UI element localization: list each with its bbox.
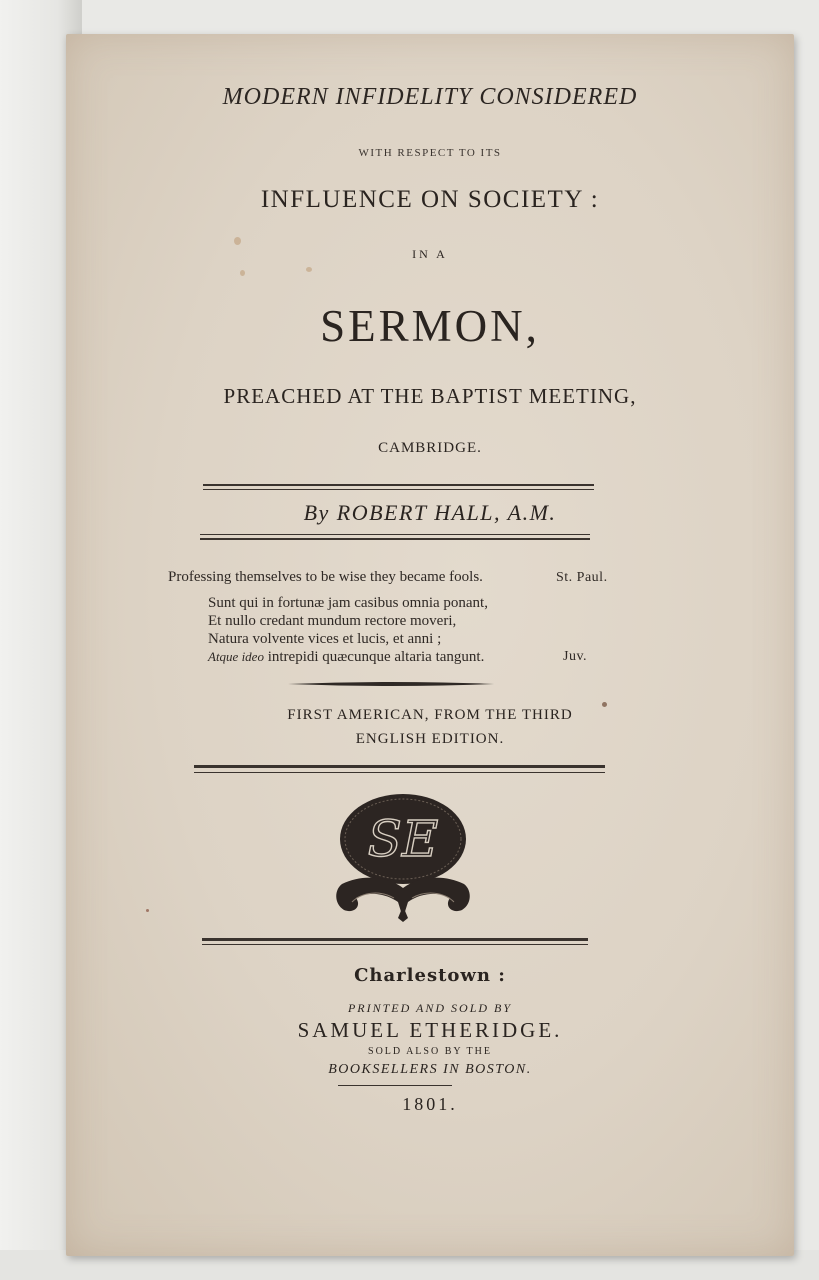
title-line-2: WITH RESPECT TO ITS xyxy=(358,147,502,159)
imprint-year: 1801. xyxy=(402,1094,458,1114)
foxing-spot xyxy=(306,267,312,272)
imprint-short-rule xyxy=(338,1085,452,1086)
thick-rule-d xyxy=(202,944,588,945)
imprint-booksellers: BOOKSELLERS IN BOSTON. xyxy=(328,1062,532,1077)
double-rule-top-a xyxy=(203,484,594,486)
foxing-spot xyxy=(240,270,245,276)
epigraph-english: Professing themselves to be wise they became fools. xyxy=(168,569,483,585)
monogram-ornament-icon xyxy=(332,792,474,928)
imprint-place: Charlestown : xyxy=(354,965,506,986)
ornamental-rule xyxy=(288,680,494,688)
foxing-spot xyxy=(234,237,241,245)
epigraph-latin-line-3: Natura volvente vices et lucis, et anni ; xyxy=(208,631,442,647)
thick-rule-b xyxy=(194,772,605,773)
imprint-printed-by: PRINTED AND SOLD BY xyxy=(347,1001,513,1015)
monogram-letters: SE xyxy=(367,810,439,868)
author-line: By ROBERT HALL, A.M. xyxy=(303,500,557,525)
title-line-6: PREACHED AT THE BAPTIST MEETING, xyxy=(223,384,637,408)
edition-line-2: ENGLISH EDITION. xyxy=(355,731,505,747)
title-line-4: IN A xyxy=(412,247,448,261)
thick-rule-a xyxy=(194,765,605,768)
title-page xyxy=(66,34,794,1256)
epigraph-latin-line-1: Sunt qui in fortunæ jam casibus omnia ponant, xyxy=(208,595,488,611)
imprint-printer: SAMUEL ETHERIDGE. xyxy=(297,1018,563,1042)
double-rule-bottom-a xyxy=(200,534,590,535)
thick-rule-c xyxy=(202,938,588,941)
epigraph-latin-italic: Atque ideo xyxy=(208,649,264,664)
foxing-spot xyxy=(146,909,149,912)
title-line-3: INFLUENCE ON SOCIETY : xyxy=(260,186,600,213)
edition-line-1: FIRST AMERICAN, FROM THE THIRD xyxy=(287,707,573,723)
epigraph-latin-line-2: Et nullo credant mundum rectore moveri, xyxy=(208,613,457,629)
epigraph-latin-rest: intrepidi quæcunque altaria tangunt. xyxy=(267,649,485,665)
imprint-sold-also: SOLD ALSO BY THE xyxy=(368,1046,492,1057)
epigraph-english-attribution: St. Paul. xyxy=(556,570,608,585)
title-line-5: SERMON, xyxy=(320,301,540,351)
epigraph-latin-attribution: Juv. xyxy=(563,649,588,664)
epigraph-latin-line-4 xyxy=(208,649,484,666)
double-rule-top-b xyxy=(203,489,594,490)
title-line-1: MODERN INFIDELITY CONSIDERED xyxy=(222,84,638,110)
double-rule-bottom-b xyxy=(200,538,590,540)
title-line-7: CAMBRIDGE. xyxy=(378,440,482,456)
